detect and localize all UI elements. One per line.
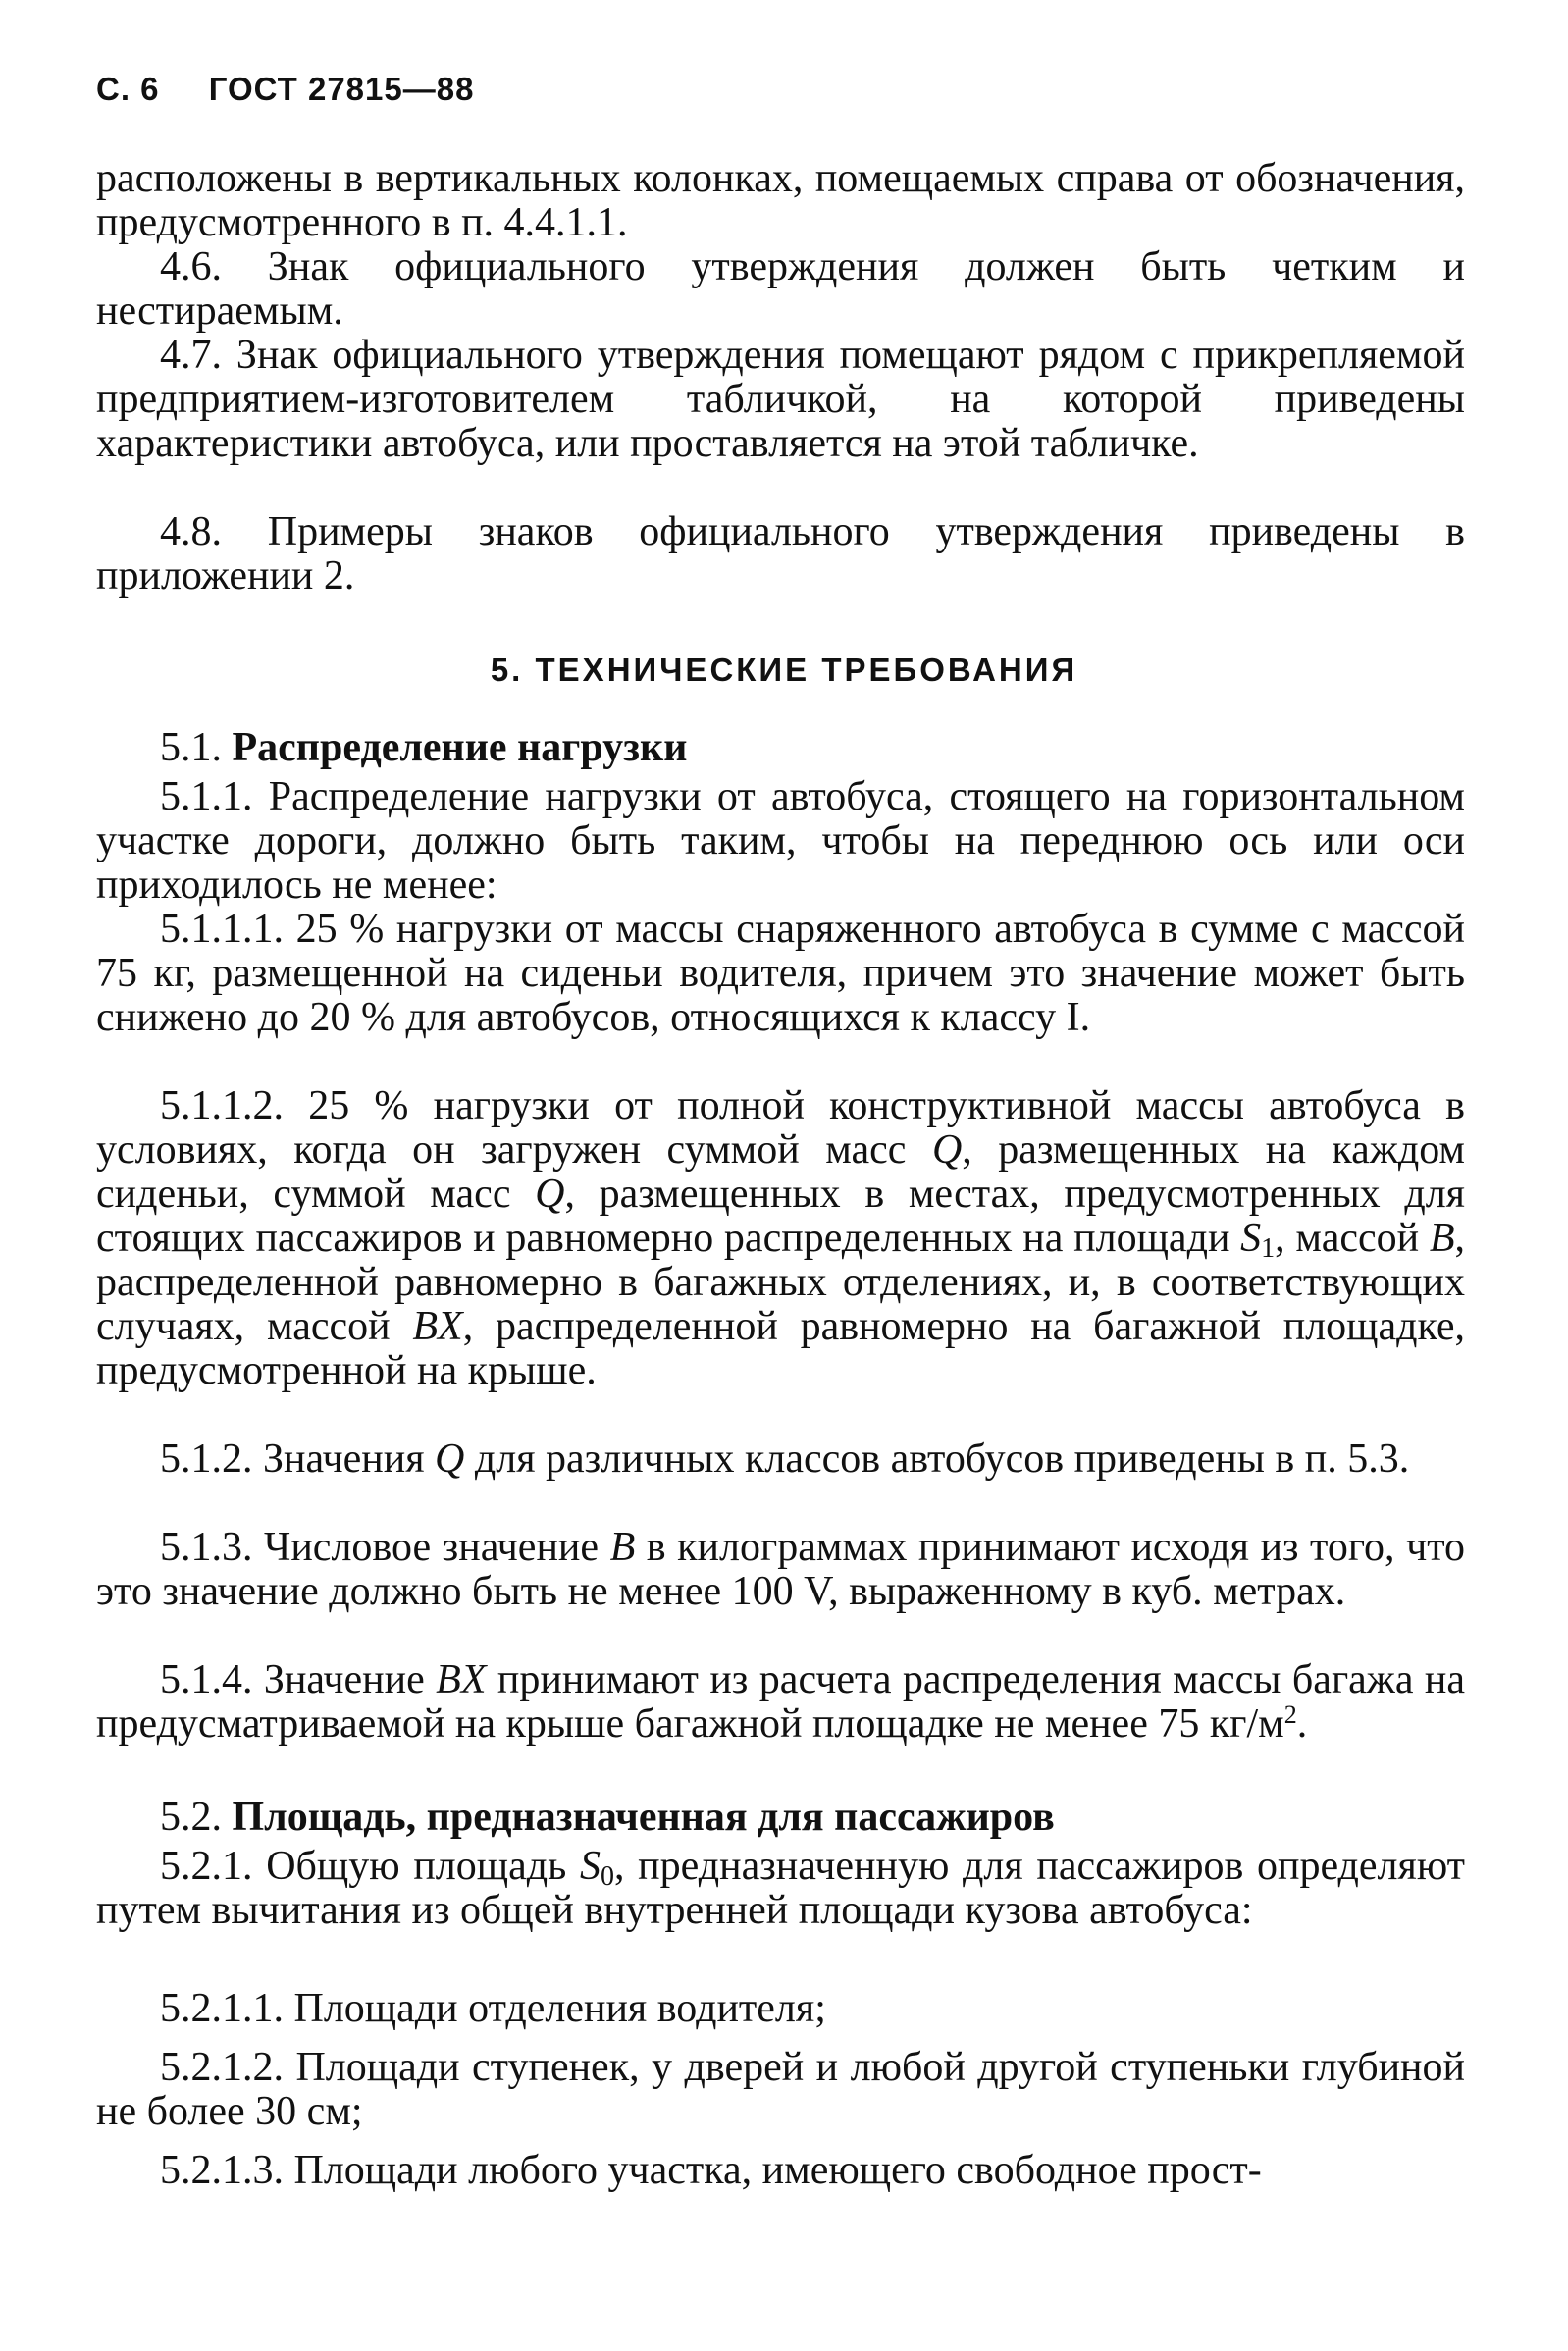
paragraph-5-2-1-2: 5.2.1.2. Площади ступенек, у дверей и любой другой ступеньки глубиной не более 30 см; (96, 2045, 1465, 2134)
paragraph-5-1-1: 5.1.1. Распределение нагрузки от автобуса, стоящего на горизонтальном участке дороги, должно быть таким, чтобы на переднюю ось или оси приходилось не менее: (96, 774, 1465, 908)
paragraph-5-2-1-1: 5.2.1.1. Площади отделения водителя; (160, 1986, 826, 2031)
paragraph-continuation: расположены в вертикальных колонках, помещаемых справа от обозначения, предусмотренного в п. 4.4.1.1. (96, 156, 1465, 245)
paragraph-4-8: 4.8. Примеры знаков официального утверждения приведены в приложении 2. (96, 509, 1465, 599)
paragraph-5-2-1-3: 5.2.1.3. Площади любого участка, имеющего свободное прост- (160, 2148, 1262, 2193)
paragraph-5-1-1-2: 5.1.1.2. 25 % нагрузки от полной конструктивной массы автобуса в условиях, когда он загружен суммой масс Q, размещенных на каждом сиденьи, суммой масс Q, размещенных в местах, предусмотренных для стоящих пассажиров и равномерно распределенных на площади $S_1$, массой B, распределенной равномерно в багажных отделениях, и, в соответствующих случаях, массой BX, распределенной равномерно на багажной площадке, предусмотренной на крыше. (96, 1083, 1465, 1393)
paragraph-4-7: 4.7. Знак официального утверждения помещают рядом с прикрепляемой предприятием-изготовителем табличкой, на которой приведены характеристики автобуса, или проставляется на этой табличке. (96, 333, 1465, 466)
subsection-5-1-heading: 5.1. Распределение нагрузки (160, 725, 688, 770)
subsection-5-2-heading: 5.2. Площадь, предназначенная для пассажиров (160, 1795, 1055, 1840)
paragraph-4-6: 4.6. Знак официального утверждения должен быть четким и нестираемым. (96, 244, 1465, 334)
paragraph-5-1-4: 5.1.4. Значение BX принимают из расчета распределения массы багажа на предусматриваемой на крыше багажной площадке не менее 75 $кг/м^2$. (96, 1657, 1465, 1747)
page-header (96, 71, 474, 108)
section-title: 5. ТЕХНИЧЕСКИЕ ТРЕБОВАНИЯ (490, 652, 1078, 688)
paragraph-5-2-1: 5.2.1. Общую площадь $S_0$, предназначенную для пассажиров определяют путем вычитания из общей внутренней площади кузова автобуса: (96, 1844, 1466, 1933)
page-number: С. 6 (96, 71, 160, 107)
paragraph-5-1-3: 5.1.3. Числовое значение B в килограммах принимают исходя из того, что это значение должно быть не менее 100 V, выраженному в куб. метрах. (96, 1525, 1465, 1614)
paragraph-5-1-2: 5.1.2. Значения Q для различных классов автобусов приведены в п. 5.3. (160, 1437, 1410, 1482)
standard-number: ГОСТ 27815—88 (208, 71, 475, 107)
paragraph-5-1-1-1: 5.1.1.1. 25 % нагрузки от массы снаряженного автобуса в сумме с массой 75 кг, размещенной на сиденьи водителя, причем это значение может быть снижено до 20 % для автобусов, относящихся к классу I. (96, 907, 1465, 1040)
